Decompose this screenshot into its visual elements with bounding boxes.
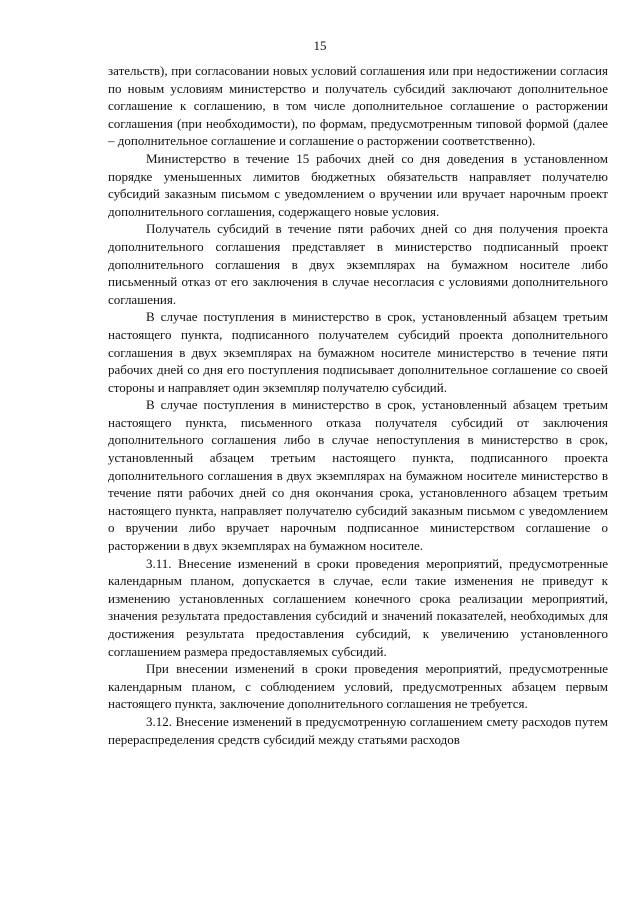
paragraph-3-12: 3.12. Внесение изменений в предусмотренную соглашением смету расходов путем перераспределения средств субсидий между статьями расходов: [108, 713, 608, 747]
document-body: [108, 62, 608, 748]
paragraph-continuation: зательств), при согласовании новых условий соглашения или при недостижении согласия по новым условиям министерство и получатель субсидий заключают дополнительное соглашение к соглашению, в том числе дополнительное соглашение о расторжении соглашения (при необходимости), по формам, предусмотренным типовой формой (далее – дополнительное соглашение и соглашение о расторжении соответственно).: [108, 63, 608, 149]
paragraph-3-11: 3.11. Внесение изменений в сроки проведения мероприятий, предусмотренные календарным планом, допускается в случае, если такие изменения не приведут к изменению установленных соглашением конечного срока реализации мероприятий, значения результата предоставления субсидий и значений показателей, необходимых для достижения результата предоставления субсидий, к увеличению установленного соглашением размера предоставляемых субсидий.: [108, 555, 608, 659]
paragraph: Министерство в течение 15 рабочих дней со дня доведения в установленном порядке уменьшенных лимитов бюджетных обязательств направляет получателю субсидий заказным письмом с уведомлением о вручении или вручает нарочным проект дополнительного соглашения, содержащего новые условия.: [108, 150, 608, 219]
paragraph: При внесении изменений в сроки проведения мероприятий, предусмотренные календарным планом, с соблюдением условий, предусмотренных абзацем первым настоящего пункта, заключение дополнительного соглашения не требуется.: [108, 661, 608, 712]
paragraph: В случае поступления в министерство в срок, установленный абзацем третьим настоящего пункта, подписанного получателем субсидий проекта дополнительного соглашения в двух экземплярах на бумажном носителе министерство в течение пяти рабочих дней со дня его поступления подписывает дополнительное соглашение со своей стороны и направляет один экземпляр получателю субсидий.: [108, 309, 608, 395]
page-number: 15: [313, 38, 327, 53]
paragraph: В случае поступления в министерство в срок, установленный абзацем третьим настоящего пункта, письменного отказа получателя субсидий от заключения дополнительного соглашения либо в случае непоступления в министерство в срок, установленный абзацем третьим настоящего пункта, подписанного проекта дополнительного соглашения в двух экземплярах на бумажном носителе министерство в течение пяти рабочих дней со дня окончания срока, установленного абзацем третьим настоящего пункта, направляет получателю субсидий заказным письмом с уведомлением о вручении либо вручает нарочным подписанное министерством соглашение о расторжении в двух экземплярах на бумажном носителе.: [108, 397, 608, 554]
paragraph: Получатель субсидий в течение пяти рабочих дней со дня получения проекта дополнительного соглашения представляет в министерство подписанный проект дополнительного соглашения в двух экземплярах на бумажном носителе либо письменный отказ от его заключения в случае несогласия с условиями дополнительного соглашения.: [108, 221, 608, 307]
